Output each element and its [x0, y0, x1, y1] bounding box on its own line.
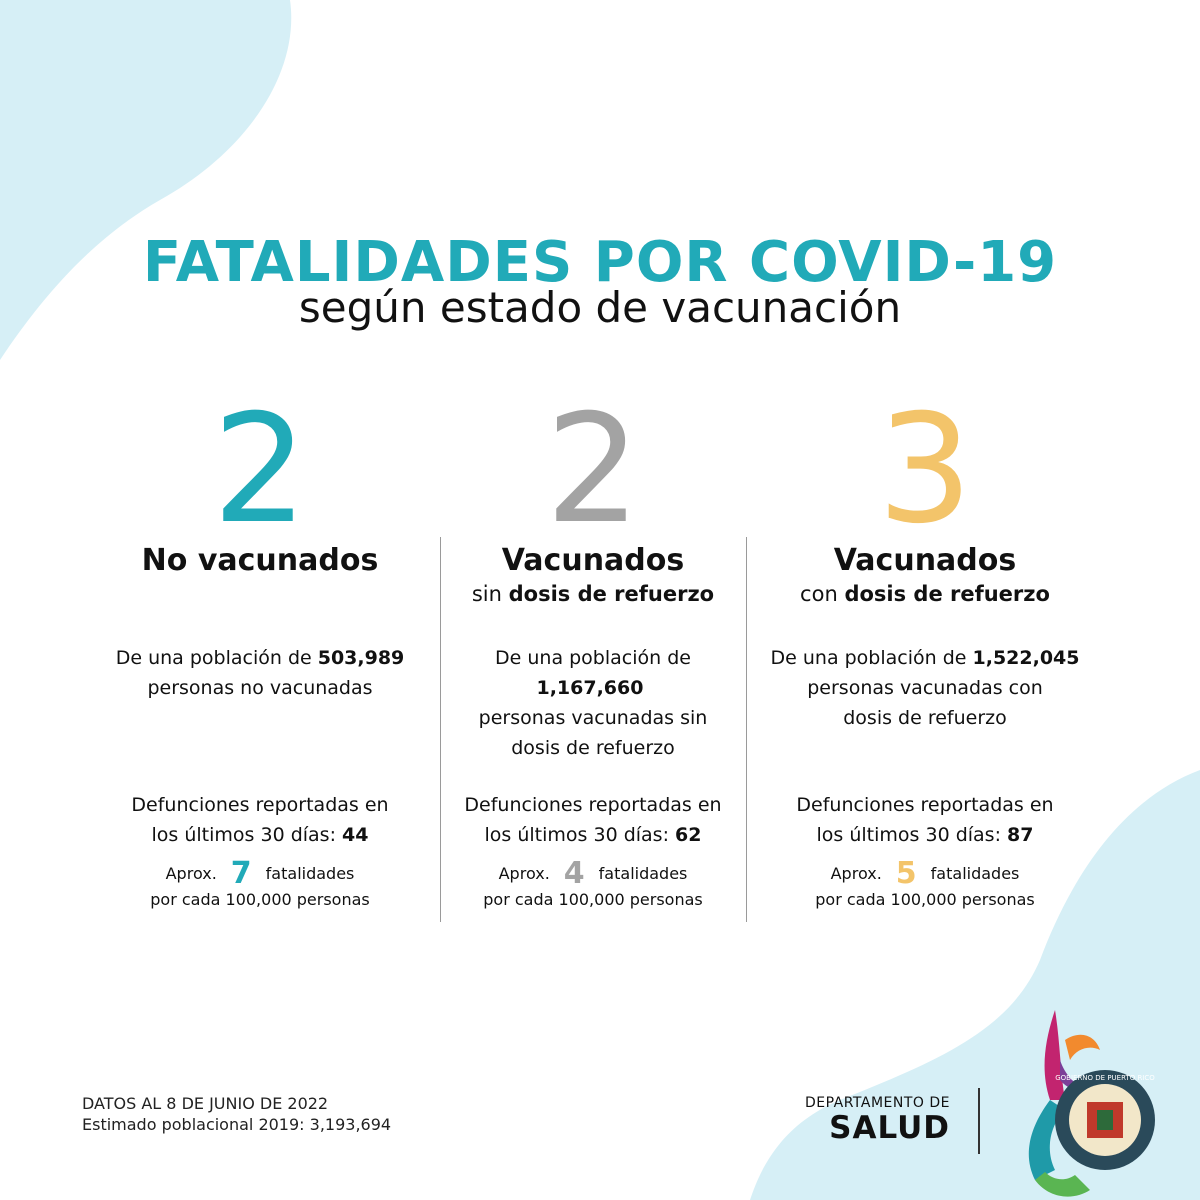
- deaths-reported-text: Defunciones reportadas en los últimos 30 días: 87: [796, 794, 1054, 846]
- column-heading: Vacunados: [501, 543, 685, 578]
- deaths-reported-text: Defunciones reportadas en los últimos 30 días: 44: [131, 794, 389, 846]
- deaths-value: 87: [1007, 824, 1034, 846]
- population-text: De una población de 1,167,660 personas vacunadas sin dosis de refuerzo: [478, 647, 708, 759]
- rate-value: 4: [563, 856, 585, 891]
- column-subheading: sin dosis de refuerzo: [471, 582, 715, 606]
- population-text: De una población de 503,989 personas no vacunadas: [115, 647, 405, 699]
- department-line-1: DEPARTAMENTO DE: [804, 1095, 950, 1111]
- data-date: DATOS AL 8 DE JUNIO DE 2022: [82, 1094, 329, 1113]
- death-count-number: 2: [545, 383, 641, 557]
- population-estimate: Estimado poblacional 2019: 3,193,694: [82, 1115, 392, 1134]
- population-value: 503,989: [317, 647, 405, 669]
- wordmark-divider: [978, 1088, 980, 1154]
- death-count-number: 2: [212, 383, 308, 557]
- rate-value: 5: [895, 856, 917, 891]
- department-wordmark: [780, 1095, 950, 1145]
- population-value: 1,167,660: [536, 677, 644, 699]
- rate-value: 7: [230, 856, 252, 891]
- population-value: 1,522,045: [972, 647, 1080, 669]
- department-line-2: SALUD: [829, 1110, 950, 1146]
- column-heading: Vacunados: [833, 543, 1017, 578]
- rate-per-100k-text: Aprox. 7 fatalidades por cada 100,000 personas: [150, 856, 370, 909]
- data-footnote: [82, 1093, 391, 1135]
- deaths-value: 44: [342, 824, 369, 846]
- population-text: De una población de 1,522,045 personas vacunadas con dosis de refuerzo: [770, 647, 1080, 729]
- page-subtitle: según estado de vacunación: [298, 283, 902, 332]
- rate-per-100k-text: Aprox. 4 fatalidades por cada 100,000 personas: [483, 856, 703, 909]
- death-count-number: 3: [877, 383, 973, 557]
- column-divider: [746, 537, 747, 922]
- page-title: FATALIDADES POR COVID-19: [142, 230, 1058, 295]
- department-of-health-logo-icon: [1005, 1000, 1200, 1200]
- column-heading: No vacunados: [141, 543, 379, 578]
- column-subheading: con dosis de refuerzo: [800, 582, 1050, 606]
- seal-text: GOBIERNO DE PUERTO RICO: [1055, 1074, 1155, 1082]
- rate-per-100k-text: Aprox. 5 fatalidades por cada 100,000 personas: [815, 856, 1035, 909]
- deaths-reported-text: Defunciones reportadas en los últimos 30 días: 62: [464, 794, 722, 846]
- deaths-value: 62: [675, 824, 702, 846]
